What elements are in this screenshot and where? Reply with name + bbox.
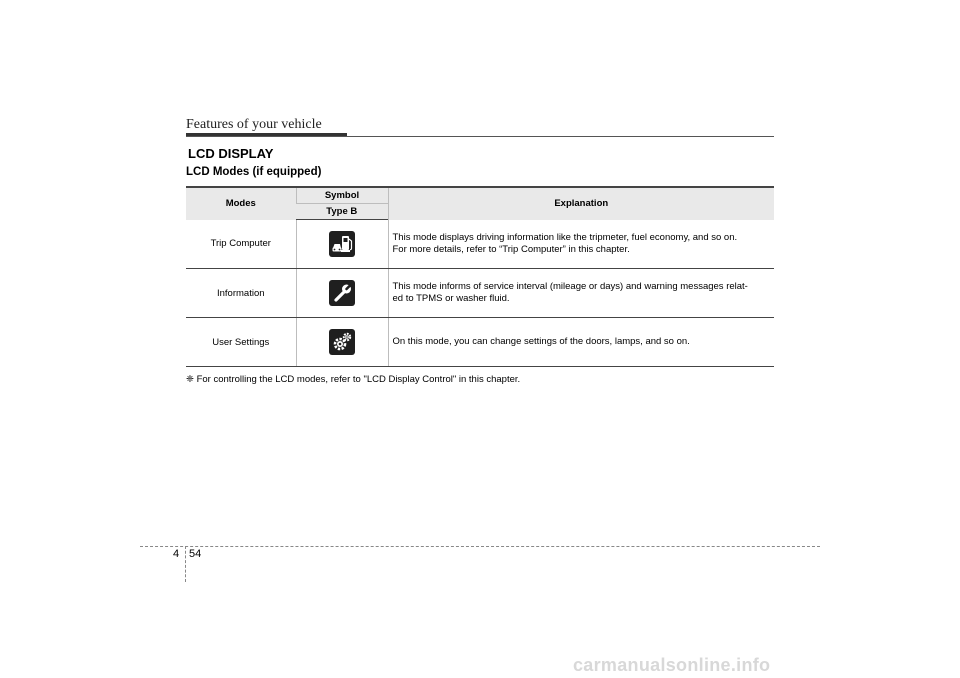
footer-rule [140, 546, 820, 547]
section-title: LCD DISPLAY [188, 146, 274, 161]
mode-name: Trip Computer [186, 220, 296, 269]
header-modes: Modes [186, 187, 296, 220]
lcd-modes-table [186, 186, 774, 367]
chapter-number: 4 [173, 548, 180, 560]
table-row [186, 220, 774, 269]
explanation-line: On this mode, you can change settings of the doors, lamps, and so on. [392, 336, 690, 347]
watermark: carmanualsonline.info [573, 655, 771, 675]
header-symbol: Symbol [296, 187, 388, 204]
header-symbol-type: Type B [296, 204, 388, 220]
running-header: Features of your vehicle [186, 117, 322, 132]
wrench-icon [329, 280, 355, 306]
explanation-line: ed to TPMS or washer fluid. [392, 293, 510, 304]
table-row [186, 318, 774, 367]
explanation-line: This mode displays driving information like the tripmeter, fuel economy, and so on. [392, 231, 738, 243]
table-row [186, 269, 774, 318]
explanation-line: For more details, refer to “Trip Computer” in this chapter. [392, 243, 630, 255]
fuel-pump-car-icon [329, 231, 355, 257]
page-number: 54 [189, 548, 202, 560]
header-rule [186, 136, 774, 137]
mode-name: Information [186, 269, 296, 318]
footnote: ❈ For controlling the LCD modes, refer to "LCD Display Control" in this chapter. [186, 374, 521, 385]
gears-icon [329, 329, 355, 355]
explanation-line: This mode informs of service interval (mileage or days) and warning messages relat- [392, 281, 748, 292]
header-explanation: Explanation [388, 187, 774, 220]
mode-name: User Settings [186, 318, 296, 367]
footer-divider [185, 546, 186, 582]
subsection-title: LCD Modes (if equipped) [186, 166, 322, 178]
